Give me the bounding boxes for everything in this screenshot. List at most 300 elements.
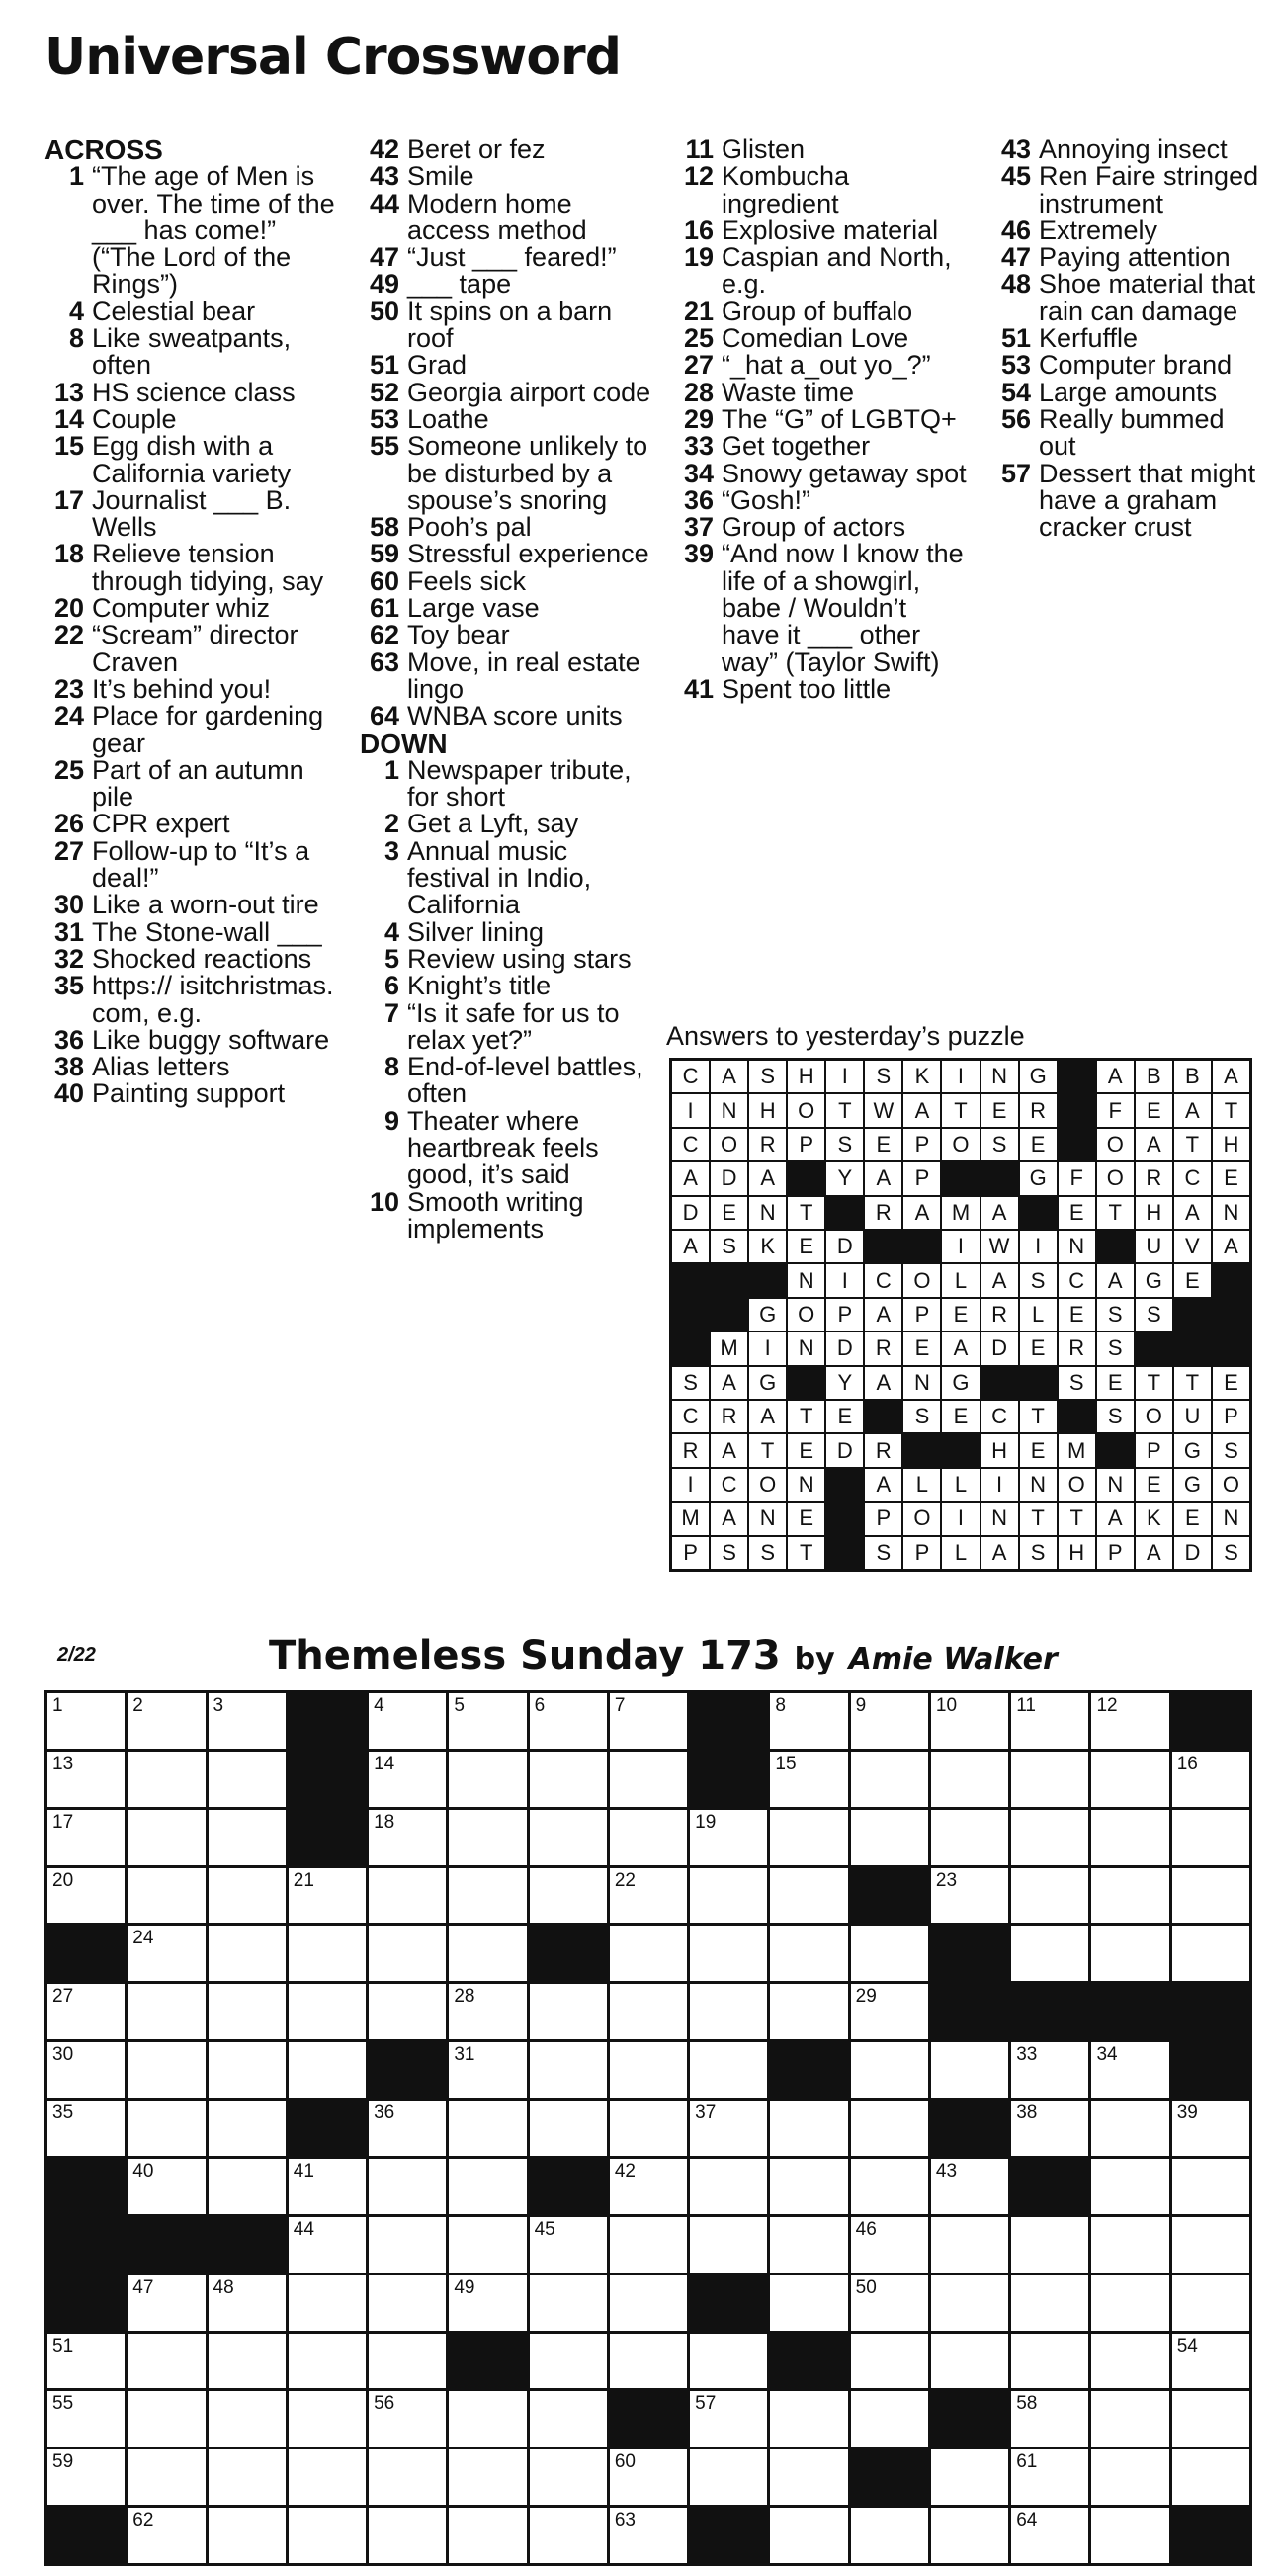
grid-cell[interactable]	[770, 1926, 847, 1981]
across-clue-61	[360, 595, 656, 622]
clue-text: WNBA score units	[407, 701, 623, 731]
clue-text: Dessert that might have a graham cracker crust	[1039, 458, 1256, 543]
clue-number: 25	[53, 754, 84, 785]
answer-letter: P	[903, 1537, 940, 1569]
grid-cell[interactable]	[1172, 1810, 1249, 1865]
grid-cell[interactable]	[610, 1984, 687, 2039]
grid-cell[interactable]	[610, 1810, 687, 1865]
grid-cell[interactable]	[209, 2042, 286, 2098]
grid-cell[interactable]	[1172, 1868, 1249, 1924]
grid-cell[interactable]	[449, 2391, 526, 2447]
clue-number: 4	[68, 296, 84, 326]
answer-black-square	[1020, 1367, 1057, 1399]
grid-cell[interactable]	[209, 2101, 286, 2156]
clue-text: Newspaper tribute, for short	[407, 754, 632, 813]
grid-cell[interactable]	[449, 2508, 526, 2563]
down-clue-37	[674, 514, 971, 541]
clue-text: Review using stars	[407, 943, 632, 974]
grid-cell[interactable]	[369, 2508, 446, 2563]
answer-letter: V	[1174, 1231, 1211, 1262]
answer-letter: O	[711, 1129, 747, 1160]
grid-cell[interactable]	[209, 2449, 286, 2505]
grid-cell[interactable]	[369, 2159, 446, 2214]
grid-cell[interactable]	[610, 2217, 687, 2273]
grid-cell[interactable]	[369, 1868, 446, 1924]
grid-cell-number: 38	[1016, 2103, 1038, 2124]
grid-cell[interactable]	[690, 1868, 767, 1924]
grid-cell-number: 6	[534, 1695, 546, 1716]
grid-cell[interactable]	[449, 1693, 526, 1749]
clue-text: Follow-up to “It’s a deal!”	[92, 835, 310, 894]
across-clue-44	[360, 188, 656, 245]
across-clue-40	[44, 1080, 341, 1107]
down-clue-48	[991, 271, 1268, 325]
grid-cell[interactable]	[449, 2042, 526, 2098]
grid-cell[interactable]	[690, 2217, 767, 2273]
grid-cell-number: 57	[695, 2393, 717, 2415]
grid-cell[interactable]	[289, 2449, 366, 2505]
grid-cell[interactable]	[1091, 1868, 1168, 1924]
clue-text: Comedian Love	[722, 323, 909, 354]
down-clue-34	[674, 458, 971, 488]
grid-cell-number: 19	[695, 1811, 717, 1833]
grid-cell[interactable]	[369, 2334, 446, 2389]
answer-letter: H	[981, 1434, 1018, 1466]
grid-cell[interactable]	[770, 1752, 847, 1807]
grid-cell[interactable]	[770, 2391, 847, 2447]
grid-cell[interactable]	[1091, 2508, 1168, 2563]
answer-letter: S	[865, 1061, 901, 1092]
answer-letter: N	[788, 1469, 824, 1501]
grid-cell[interactable]	[851, 2217, 928, 2273]
grid-cell[interactable]	[209, 2159, 286, 2214]
grid-cell[interactable]	[1011, 1752, 1088, 1807]
grid-cell[interactable]	[47, 1810, 125, 1865]
grid-cell[interactable]	[209, 1810, 286, 1865]
grid-cell[interactable]	[369, 1752, 446, 1807]
answer-letter: S	[749, 1537, 786, 1569]
grid-cell[interactable]	[209, 2275, 286, 2331]
grid-cell[interactable]	[128, 1693, 205, 1749]
answer-letter: A	[1097, 1264, 1134, 1296]
clue-number: 8	[383, 1052, 399, 1082]
grid-cell[interactable]	[1172, 2449, 1249, 2505]
grid-cell[interactable]	[610, 1693, 687, 1749]
grid-cell[interactable]	[128, 2042, 205, 2098]
grid-cell[interactable]	[690, 1984, 767, 2039]
grid-cell[interactable]	[851, 2275, 928, 2331]
grid-cell[interactable]	[209, 2508, 286, 2563]
grid-cell[interactable]	[47, 2334, 125, 2389]
grid-cell[interactable]	[289, 2334, 366, 2389]
grid-cell[interactable]	[610, 1868, 687, 1924]
grid-cell-number: 30	[52, 2044, 74, 2066]
across-clue-42	[360, 136, 656, 163]
answer-black-square	[1213, 1264, 1249, 1296]
grid-cell[interactable]	[931, 2042, 1008, 2098]
grid-cell[interactable]	[1091, 1926, 1168, 1981]
grid-cell[interactable]	[1091, 1752, 1168, 1807]
grid-black-square	[369, 2042, 446, 2098]
grid-cell[interactable]	[610, 2042, 687, 2098]
answer-letter: O	[788, 1094, 824, 1126]
answer-letter: E	[1020, 1434, 1057, 1466]
grid-cell[interactable]	[530, 2449, 607, 2505]
grid-cell[interactable]	[690, 2159, 767, 2214]
grid-cell[interactable]	[289, 2217, 366, 2273]
answer-letter: T	[1213, 1094, 1249, 1126]
grid-cell[interactable]	[128, 2101, 205, 2156]
grid-cell[interactable]	[1172, 2217, 1249, 2273]
clue-text: Someone unlikely to be disturbed by a spouse’s snoring	[407, 431, 648, 515]
clue-text: Painting support	[92, 1078, 286, 1109]
answer-letter: C	[1174, 1162, 1211, 1194]
answer-letter: S	[711, 1231, 747, 1262]
grid-cell[interactable]	[1091, 1693, 1168, 1749]
grid-cell[interactable]	[47, 2449, 125, 2505]
grid-cell[interactable]	[369, 2275, 446, 2331]
answer-black-square	[1097, 1231, 1134, 1262]
answer-letter: G	[1136, 1264, 1172, 1296]
grid-cell[interactable]	[530, 2508, 607, 2563]
grid-cell[interactable]	[209, 1868, 286, 1924]
grid-cell[interactable]	[369, 2391, 446, 2447]
grid-cell[interactable]	[690, 2042, 767, 2098]
grid-black-square	[449, 2334, 526, 2389]
grid-cell[interactable]	[47, 1984, 125, 2039]
grid-cell[interactable]	[289, 2391, 366, 2447]
grid-cell[interactable]	[369, 2217, 446, 2273]
grid-cell[interactable]	[1091, 2449, 1168, 2505]
answer-letter: M	[942, 1197, 979, 1229]
answer-letter: B	[1174, 1061, 1211, 1092]
grid-cell[interactable]	[770, 1693, 847, 1749]
grid-cell[interactable]	[1091, 2391, 1168, 2447]
clue-number: 31	[53, 916, 84, 947]
grid-cell[interactable]	[289, 2508, 366, 2563]
grid-cell[interactable]	[530, 2334, 607, 2389]
grid-cell[interactable]	[1172, 2334, 1249, 2389]
grid-cell[interactable]	[47, 2101, 125, 2156]
grid-cell[interactable]	[289, 1926, 366, 1981]
down-clue-43	[991, 136, 1268, 163]
grid-cell[interactable]	[770, 2275, 847, 2331]
clue-text: Grad	[407, 350, 468, 381]
grid-cell[interactable]	[128, 1984, 205, 2039]
grid-black-square	[1172, 2508, 1249, 2563]
clue-number: 57	[1000, 458, 1031, 488]
grid-black-square	[1172, 2042, 1249, 2098]
grid-cell[interactable]	[931, 2508, 1008, 2563]
grid-cell[interactable]	[1172, 2275, 1249, 2331]
grid-cell[interactable]	[530, 1752, 607, 1807]
grid-cell-number: 24	[132, 1928, 154, 1949]
grid-cell[interactable]	[770, 1868, 847, 1924]
answer-letter: A	[942, 1332, 979, 1364]
answer-black-square	[826, 1537, 863, 1569]
grid-cell[interactable]	[1091, 2159, 1168, 2214]
grid-cell[interactable]	[449, 1984, 526, 2039]
grid-cell[interactable]	[289, 1984, 366, 2039]
grid-cell[interactable]	[530, 1810, 607, 1865]
grid-cell[interactable]	[128, 2449, 205, 2505]
answer-letter: P	[903, 1129, 940, 1160]
grid-cell[interactable]	[1011, 1926, 1088, 1981]
grid-cell[interactable]	[209, 1752, 286, 1807]
answer-letter: E	[1136, 1094, 1172, 1126]
answer-letter: A	[1174, 1094, 1211, 1126]
grid-cell[interactable]	[610, 2275, 687, 2331]
grid-cell[interactable]	[770, 2101, 847, 2156]
clue-text: “Is it safe for us to relax yet?”	[407, 997, 620, 1055]
answer-letter: S	[1136, 1299, 1172, 1331]
clue-number: 6	[383, 971, 399, 1001]
answer-letter: I	[826, 1061, 863, 1092]
grid-cell[interactable]	[449, 2449, 526, 2505]
clue-number: 22	[53, 620, 84, 650]
grid-cell[interactable]	[530, 2101, 607, 2156]
grid-cell[interactable]	[209, 2334, 286, 2389]
grid-cell[interactable]	[1011, 2508, 1088, 2563]
grid-cell[interactable]	[369, 2449, 446, 2505]
grid-cell[interactable]	[1172, 1752, 1249, 1807]
answer-letter: L	[903, 1469, 940, 1501]
grid-cell[interactable]	[128, 1810, 205, 1865]
grid-cell[interactable]	[851, 2101, 928, 2156]
grid-cell[interactable]	[931, 2217, 1008, 2273]
down-clue-57	[991, 458, 1268, 543]
grid-cell[interactable]	[530, 1693, 607, 1749]
grid-cell[interactable]	[690, 2449, 767, 2505]
clue-text: Shocked reactions	[92, 943, 312, 974]
grid-cell[interactable]	[851, 1926, 928, 1981]
grid-cell[interactable]	[931, 1693, 1008, 1749]
answer-letter: O	[1136, 1401, 1172, 1432]
grid-cell-number: 12	[1096, 1695, 1118, 1716]
grid-cell[interactable]	[610, 2508, 687, 2563]
grid-cell[interactable]	[128, 2159, 205, 2214]
answer-letter: I	[672, 1094, 709, 1126]
answer-letter: S	[826, 1129, 863, 1160]
down-clue-5	[360, 943, 656, 974]
puzzle-by: by	[794, 1642, 835, 1676]
answer-black-square	[1174, 1332, 1211, 1364]
grid-cell[interactable]	[1091, 1810, 1168, 1865]
clue-text: Georgia airport code	[407, 377, 651, 407]
answer-letter: C	[672, 1061, 709, 1092]
grid-cell[interactable]	[47, 1868, 125, 1924]
grid-cell[interactable]	[770, 2217, 847, 2273]
grid-cell[interactable]	[530, 2275, 607, 2331]
grid-cell[interactable]	[1011, 2334, 1088, 2389]
grid-cell-number: 39	[1176, 2103, 1198, 2124]
grid-cell[interactable]	[931, 2275, 1008, 2331]
clue-text: Part of an autumn pile	[92, 754, 304, 813]
grid-cell[interactable]	[449, 2101, 526, 2156]
grid-cell[interactable]	[851, 2159, 928, 2214]
grid-cell[interactable]	[369, 2101, 446, 2156]
grid-cell-number: 48	[213, 2276, 234, 2298]
grid-cell[interactable]	[851, 2334, 928, 2389]
answer-black-square	[1213, 1299, 1249, 1331]
grid-cell[interactable]	[530, 2042, 607, 2098]
grid-cell[interactable]	[1011, 2391, 1088, 2447]
clue-number: 7	[383, 997, 399, 1028]
grid-cell[interactable]	[369, 1926, 446, 1981]
grid-cell[interactable]	[1091, 2042, 1168, 2098]
down-clue-53	[991, 352, 1268, 379]
grid-cell[interactable]	[1172, 2101, 1249, 2156]
grid-cell[interactable]	[530, 1868, 607, 1924]
grid-cell[interactable]	[449, 1926, 526, 1981]
grid-cell[interactable]	[851, 2042, 928, 2098]
grid-cell[interactable]	[1011, 2449, 1088, 2505]
grid-cell[interactable]	[851, 1752, 928, 1807]
answer-letter: R	[981, 1299, 1018, 1331]
clue-number: 56	[1000, 403, 1031, 434]
grid-cell[interactable]	[851, 1984, 928, 2039]
grid-cell[interactable]	[289, 2159, 366, 2214]
answer-letter: A	[903, 1094, 940, 1126]
grid-cell[interactable]	[610, 2101, 687, 2156]
grid-cell-number: 10	[935, 1695, 958, 1716]
grid-cell[interactable]	[369, 1984, 446, 2039]
clue-text: Like a worn-out tire	[92, 890, 319, 920]
grid-cell[interactable]	[1091, 2217, 1168, 2273]
grid-cell[interactable]	[1172, 1926, 1249, 1981]
grid-cell[interactable]	[770, 1984, 847, 2039]
clue-column-1	[44, 136, 341, 1108]
grid-cell[interactable]	[690, 2391, 767, 2447]
grid-cell[interactable]	[289, 1868, 366, 1924]
grid-cell[interactable]	[449, 1868, 526, 1924]
grid-cell[interactable]	[1011, 2101, 1088, 2156]
grid-cell[interactable]	[931, 2449, 1008, 2505]
grid-cell[interactable]	[690, 1810, 767, 1865]
grid-cell-number: 50	[855, 2276, 877, 2298]
grid-cell-number: 16	[1176, 1753, 1198, 1774]
grid-cell[interactable]	[128, 1926, 205, 1981]
grid-cell[interactable]	[449, 2159, 526, 2214]
clue-number: 2	[383, 809, 399, 839]
grid-cell[interactable]	[851, 2508, 928, 2563]
grid-cell[interactable]	[209, 2391, 286, 2447]
grid-cell[interactable]	[770, 1810, 847, 1865]
clue-text: Group of buffalo	[722, 296, 913, 326]
grid-cell[interactable]	[47, 1693, 125, 1749]
grid-cell[interactable]	[931, 2159, 1008, 2214]
answer-letter: O	[1097, 1162, 1134, 1194]
grid-cell[interactable]	[851, 1693, 928, 1749]
across-clue-20	[44, 595, 341, 622]
grid-cell[interactable]	[128, 2334, 205, 2389]
clue-text: Waste time	[722, 377, 855, 407]
grid-cell[interactable]	[1011, 1693, 1088, 1749]
grid-cell[interactable]	[931, 1752, 1008, 1807]
grid-cell[interactable]	[128, 1752, 205, 1807]
grid-black-square	[690, 2275, 767, 2331]
answer-letter: P	[903, 1162, 940, 1194]
grid-cell[interactable]	[47, 2391, 125, 2447]
grid-cell[interactable]	[1011, 1868, 1088, 1924]
grid-cell[interactable]	[690, 1926, 767, 1981]
answer-letter: P	[865, 1503, 901, 1534]
grid-black-square	[47, 2508, 125, 2563]
grid-cell[interactable]	[209, 1693, 286, 1749]
grid-cell[interactable]	[369, 1810, 446, 1865]
grid-cell[interactable]	[851, 1810, 928, 1865]
grid-cell[interactable]	[449, 2217, 526, 2273]
answer-letter: A	[981, 1264, 1018, 1296]
answer-letter: T	[1020, 1503, 1057, 1534]
grid-cell[interactable]	[931, 1810, 1008, 1865]
grid-cell[interactable]	[1011, 2042, 1088, 2098]
grid-cell[interactable]	[851, 2391, 928, 2447]
grid-cell-number: 27	[52, 1986, 74, 2008]
down-clue-6	[360, 973, 656, 999]
clue-text: ___ tape	[407, 269, 512, 300]
clue-number: 28	[683, 377, 714, 407]
clue-text: Computer brand	[1039, 350, 1233, 381]
grid-cell[interactable]	[1091, 2101, 1168, 2156]
grid-cell[interactable]	[209, 1926, 286, 1981]
grid-cell[interactable]	[1011, 2275, 1088, 2331]
grid-cell[interactable]	[610, 2159, 687, 2214]
grid-cell[interactable]	[47, 1752, 125, 1807]
grid-cell[interactable]	[770, 2449, 847, 2505]
grid-cell[interactable]	[1172, 2391, 1249, 2447]
grid-cell[interactable]	[128, 2275, 205, 2331]
grid-cell[interactable]	[530, 1984, 607, 2039]
grid-cell[interactable]	[610, 1752, 687, 1807]
grid-cell[interactable]	[128, 2508, 205, 2563]
grid-cell[interactable]	[209, 1984, 286, 2039]
grid-cell[interactable]	[931, 2334, 1008, 2389]
grid-cell[interactable]	[128, 1868, 205, 1924]
grid-cell[interactable]	[530, 2391, 607, 2447]
grid-cell[interactable]	[690, 2334, 767, 2389]
grid-cell[interactable]	[1091, 2334, 1168, 2389]
grid-cell[interactable]	[610, 2449, 687, 2505]
grid-cell[interactable]	[449, 1810, 526, 1865]
grid-cell[interactable]	[449, 2275, 526, 2331]
answer-letter: N	[903, 1367, 940, 1399]
grid-cell[interactable]	[770, 2508, 847, 2563]
grid-cell[interactable]	[610, 1926, 687, 1981]
grid-cell[interactable]	[369, 1693, 446, 1749]
answer-letter: D	[1174, 1537, 1211, 1569]
clue-number: 51	[369, 350, 399, 381]
grid-cell[interactable]	[128, 2391, 205, 2447]
across-clue-8	[44, 325, 341, 380]
clue-number: 1	[383, 754, 399, 785]
grid-cell[interactable]	[289, 2042, 366, 2098]
grid-cell[interactable]	[931, 1868, 1008, 1924]
grid-cell[interactable]	[690, 2101, 767, 2156]
grid-cell[interactable]	[1091, 2275, 1168, 2331]
grid-cell[interactable]	[1172, 2159, 1249, 2214]
grid-cell[interactable]	[1011, 2217, 1088, 2273]
answer-letter: I	[942, 1503, 979, 1534]
grid-cell[interactable]	[289, 2275, 366, 2331]
grid-cell[interactable]	[47, 2042, 125, 2098]
grid-cell[interactable]	[1011, 1810, 1088, 1865]
grid-cell[interactable]	[449, 1752, 526, 1807]
grid-cell[interactable]	[610, 2334, 687, 2389]
down-clue-29	[674, 403, 971, 434]
grid-cell[interactable]	[770, 2159, 847, 2214]
grid-cell[interactable]	[530, 2217, 607, 2273]
